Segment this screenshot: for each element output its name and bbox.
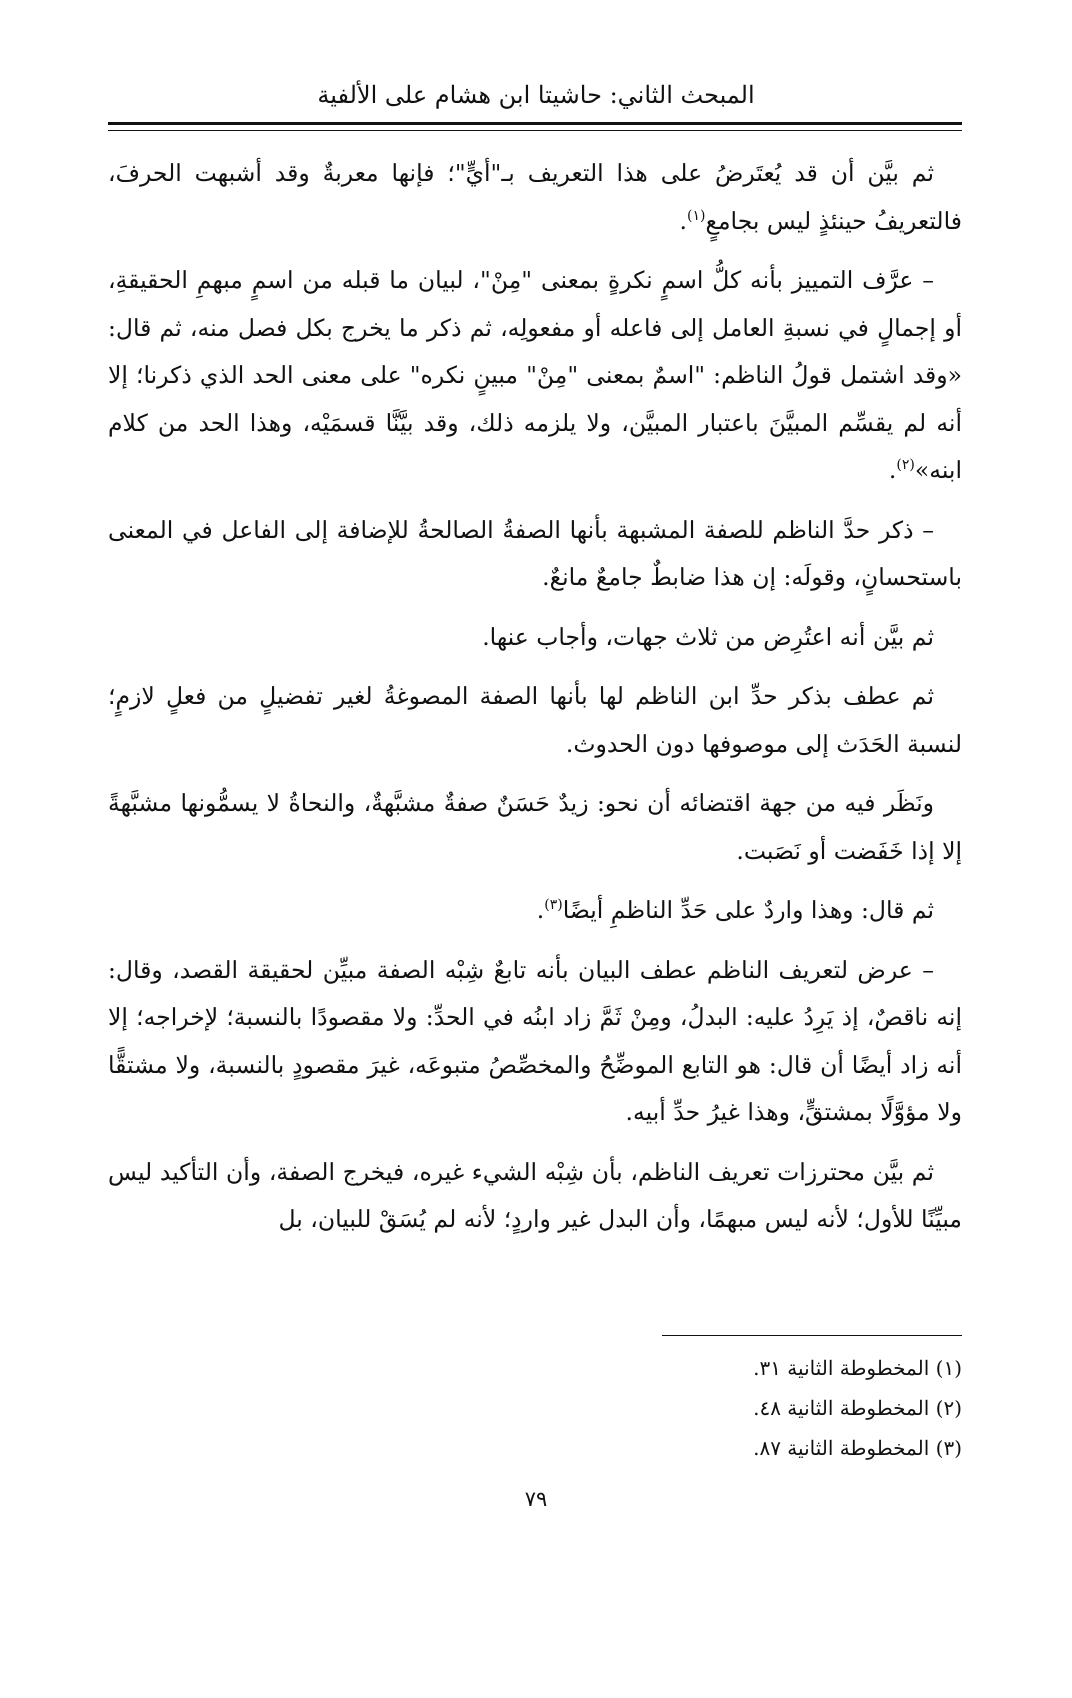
header-rule-thin bbox=[108, 130, 962, 131]
footnote-2: (٢) المخطوطة الثانية ٤٨. bbox=[753, 1396, 962, 1420]
paragraph-4: ثم بيَّن أنه اعتُرِض من ثلاث جهات، وأجاب عنها. bbox=[482, 622, 934, 651]
paragraph-3: – ذكر حدَّ الناظم للصفة المشبهة بأنها الصفةُ الصالحةُ للإضافة إلى الفاعل في المعنى باستحسانٍ، وقولَه: إن هذا ضابطٌ جامعٌ مانعٌ. bbox=[108, 515, 962, 591]
paragraph-8: – عرض لتعريف الناظم عطف البيان بأنه تابعٌ شِبْه الصفة مبيِّن لحقيقة القصد، وقال: إنه ناقصٌ، إذ يَرِدُ عليه: البدلُ، ومِنْ ثَمَّ زاد ابنُه في الحدِّ: ولا مقصودًا بالنسبة؛ لإخراجه؛ إلا أنه زاد أيضًا أن قال: هو التابع الموضِّحُ والمخصِّصُ متبوعَه، غيرَ مقصودٍ بالنسبة، ولا مشتقًّا ولا مؤوَّلًا بمشتقٍّ، وهذا غيرُ حدِّ أبيه. bbox=[108, 955, 962, 1126]
paragraph-7: ثم قال: وهذا واردٌ على حَدِّ الناظمِ أيضًا$^{(٣)}$. bbox=[536, 896, 934, 924]
paragraph-9: ثم بيَّن محترزات تعريف الناظم، بأن شِبْه الشيء غيره، فيخرج الصفة، وأن التأكيد ليس مبيِّنًا للأول؛ لأنه ليس مبهمًا، وأن البدل غير واردٍ؛ لأنه لم يُسَقْ للبيان، بل bbox=[108, 1157, 962, 1233]
paragraph-5: ثم عطف بذكر حدِّ ابن الناظم لها بأنها الصفة المصوغةُ لغير تفضيلٍ من فعلٍ لازمٍ؛ لنسبة الحَدَث إلى موصوفها دون الحدوث. bbox=[108, 682, 962, 758]
footnote-3: (٣) المخطوطة الثانية ٨٧. bbox=[753, 1436, 962, 1460]
page-number: ٧٩ bbox=[524, 1487, 548, 1511]
footnote-ref-1: (١) bbox=[686, 207, 706, 224]
paragraph-6: ونَظَر فيه من جهة اقتضائه أن نحو: زيدٌ حَسَنٌ صفةٌ مشبَّهةٌ، والنحاةُ لا يسمُّونها مشبَّهةً إلا إذا خَفَضت أو نَصَبت. bbox=[108, 789, 962, 865]
footnote-ref-2: (٢) bbox=[896, 457, 915, 474]
footnotes bbox=[108, 1348, 962, 1468]
footnote-1: (١) المخطوطة الثانية ٣١. bbox=[753, 1356, 962, 1380]
running-header: المبحث الثاني: حاشيتا ابن هشام على الألفية bbox=[317, 81, 755, 109]
footnote-ref-3: (٣) bbox=[544, 897, 563, 914]
paragraph-1: ثم بيَّن أن قد يُعتَرضُ على هذا التعريف بـ"أيٍّ"؛ فإنها معربةٌ وقد أشبهت الحرفَ، فالتعريفُ حينئذٍ ليس بجامعٍ$^{(١)}$. bbox=[108, 159, 962, 235]
footnote-separator bbox=[662, 1335, 962, 1336]
header-rule-thick bbox=[108, 122, 962, 125]
paragraph-2: – عرَّف التمييز بأنه كلُّ اسمٍ نكرةٍ بمعنى "مِنْ"، لبيان ما قبله من اسمٍ مبهمِ الحقيقةِ، أو إجمالٍ في نسبةِ العامل إلى فاعله أو مفعولِه، ثم ذكر ما يخرج بكل فصل منه، ثم قال: «وقد اشتمل قولُ الناظم: "اسمٌ بمعنى "مِنْ" مبينٍ نكره" على معنى الحد الذي ذكرنا؛ إلا أنه لم يقسِّم المبيَّنَ باعتبار المبيَّن، ولا يلزمه ذلك، وقد بيَّنَّا قسمَيْه، وهذا الحد من كلام ابنه»$^{(٢)}$. bbox=[108, 266, 962, 484]
body-text bbox=[108, 150, 962, 1256]
